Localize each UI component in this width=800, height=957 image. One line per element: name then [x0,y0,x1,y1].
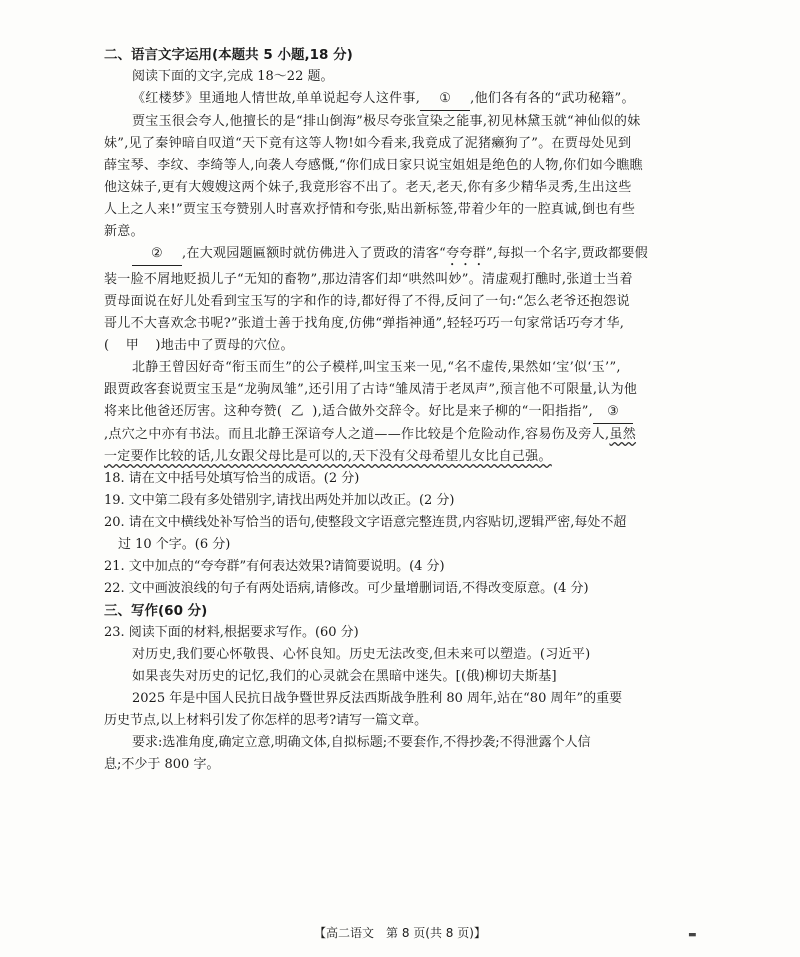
blank-1: ① [420,88,470,111]
text-span: ),适合做外交辞令。好比是来子柳的“一阳指指”, [312,404,594,419]
dotted-word: 夸夸群 [446,246,486,261]
passage-para-3-line-5 [104,335,704,357]
passage-para-1 [104,88,704,111]
passage-para-4-line-3 [104,401,704,424]
blank-2: ② [132,243,182,266]
passage-para-3-line-4: 哥儿不大喜欢念书呢?”张道士善于找角度,仿佛“弹指神通”,轻轻巧巧一句家常话巧夸才华, [104,316,625,331]
passage-para-2-line-4: 他这妹子,更有大嫂嫂这两个妹子,我竟形容不出了。老天,老天,你有多少精华灵秀,生出这些 [104,180,632,195]
text-span: ( [104,338,110,353]
question-18: 18. 请在文中括号处填写恰当的成语。(2 分) [104,471,360,486]
text-span: ,在大观园题匾额时就仿佛进入了贾政的清客“ [182,246,447,261]
section3-heading: 三、写作(60 分) [104,603,208,619]
section2-heading: 二、语言文字运用(本题共 5 小题,18 分) [104,47,353,63]
text-span: 将来比他爸还厉害。这种夸赞( [104,404,283,419]
blank-3: ③ [593,401,633,424]
text-span: ,点穴之中亦有书法。而且北静王深谙夸人之道——作比较是个危险动作,容易伤及旁人, [104,427,610,442]
passage-para-3-line-3: 贾母面说在好儿处看到宝玉写的字和作的诗,都好得了不得,反问了一句:“怎么老爷还抱怨说 [104,294,630,309]
section2-instruction: 阅读下面的文字,完成 18～22 题。 [132,69,334,84]
text-span: )地击中了贾母的穴位。 [155,338,294,353]
writing-prompt-line-2: 历史节点,以上材料引发了你怎样的思考?请写一篇文章。 [104,713,428,728]
requirements-line-2: 息;不少于 800 字。 [104,757,220,772]
exam-page [104,44,704,776]
question-20-cont: 过 10 个字。(6 分) [118,537,231,552]
text-span: 《红楼梦》里通地人情世故,单单说起夸人这件事, [132,91,421,106]
passage-para-2-line-3: 薛宝琴、李纹、李绮等人,向袭人夸感慨,“你们成日家只说宝姐姐是绝色的人物,你们如今瞧瞧 [104,158,643,173]
quote-1: 对历史,我们要心怀敬畏、心怀良知。历史无法改变,但未来可以塑造。(习近平) [132,647,591,662]
passage-para-4-line-4 [104,424,704,446]
passage-para-4-line-2: 跟贾政客套说贾宝玉是“龙驹凤雏”,还引用了古诗“雏凤清于老凤声”,预言他不可限量,认为他 [104,382,638,397]
question-21: 21. 文中加点的“夸夸群”有何表达效果?请简要说明。(4 分) [104,559,445,574]
text-span: ”,每拟一个名字,贾政都要假 [486,246,649,261]
corner-mark: ▬ [688,930,697,940]
quote-2: 如果丧失对历史的记忆,我们的心灵就会在黑暗中迷失。[(俄)柳切夫斯基] [132,669,557,684]
passage-para-4-line-5 [104,446,704,468]
bracket-jia: 甲 [125,338,140,353]
wavy-sentence-start: 虽然 [609,427,637,442]
passage-para-3-line-1 [104,243,704,269]
passage-para-2-line-1: 贾宝玉很会夸人,他擅长的是“排山倒海”极尽夸张宣染之能事,初见林黛玉就“神仙似的妹 [132,114,641,129]
question-23: 23. 阅读下面的材料,根据要求写作。(60 分) [104,625,359,640]
text-span: ,他们各有各的“武功秘籍”。 [470,91,635,106]
question-20: 20. 请在文中横线处补写恰当的语句,使整段文字语意完整连贯,内容贴切,逻辑严密,每处不超 [104,515,627,530]
question-19: 19. 文中第二段有多处错别字,请找出两处并加以改正。(2 分) [104,493,455,508]
passage-para-3-line-2: 装一脸不屑地贬损儿子“无知的畜物”,那边清客们却“哄然叫妙”。清虚观打醮时,张道士当着 [104,272,633,287]
wavy-sentence: 一定要作比较的话,儿女跟父母比是可以的,天下没有父母希望儿女比自己强。 [104,449,552,464]
passage-para-4-line-1: 北静王曾因好奇“衔玉而生”的公子模样,叫宝玉来一见,“名不虚传,果然如‘宝’似‘玉’”, [132,360,621,375]
passage-para-2-line-2: 妹”,见了秦钟暗自叹道“天下竟有这等人物!如今看来,我竟成了泥猪癞狗了”。在贾母处见到 [104,136,632,151]
bracket-yi: 乙 [290,404,304,419]
writing-prompt-line-1: 2025 年是中国人民抗日战争暨世界反法西斯战争胜利 80 周年,站在“80 周年”的重要 [132,691,623,706]
requirements-line-1: 要求:选准角度,确定立意,明确文体,自拟标题;不要套作,不得抄袭;不得泄露个人信 [132,735,591,750]
passage-para-2-line-5: 人上之人来!”贾宝玉夸赞别人时喜欢抒情和夸张,贴出新标签,带着少年的一腔真诚,倒也有些 [104,202,636,217]
passage-para-2-line-6: 新意。 [104,224,144,239]
question-22: 22. 文中画波浪线的句子有两处语病,请修改。可少量增删词语,不得改变原意。(4 分) [104,581,589,596]
page-footer: 【高二语文 第 8 页(共 8 页)】 [314,926,486,940]
